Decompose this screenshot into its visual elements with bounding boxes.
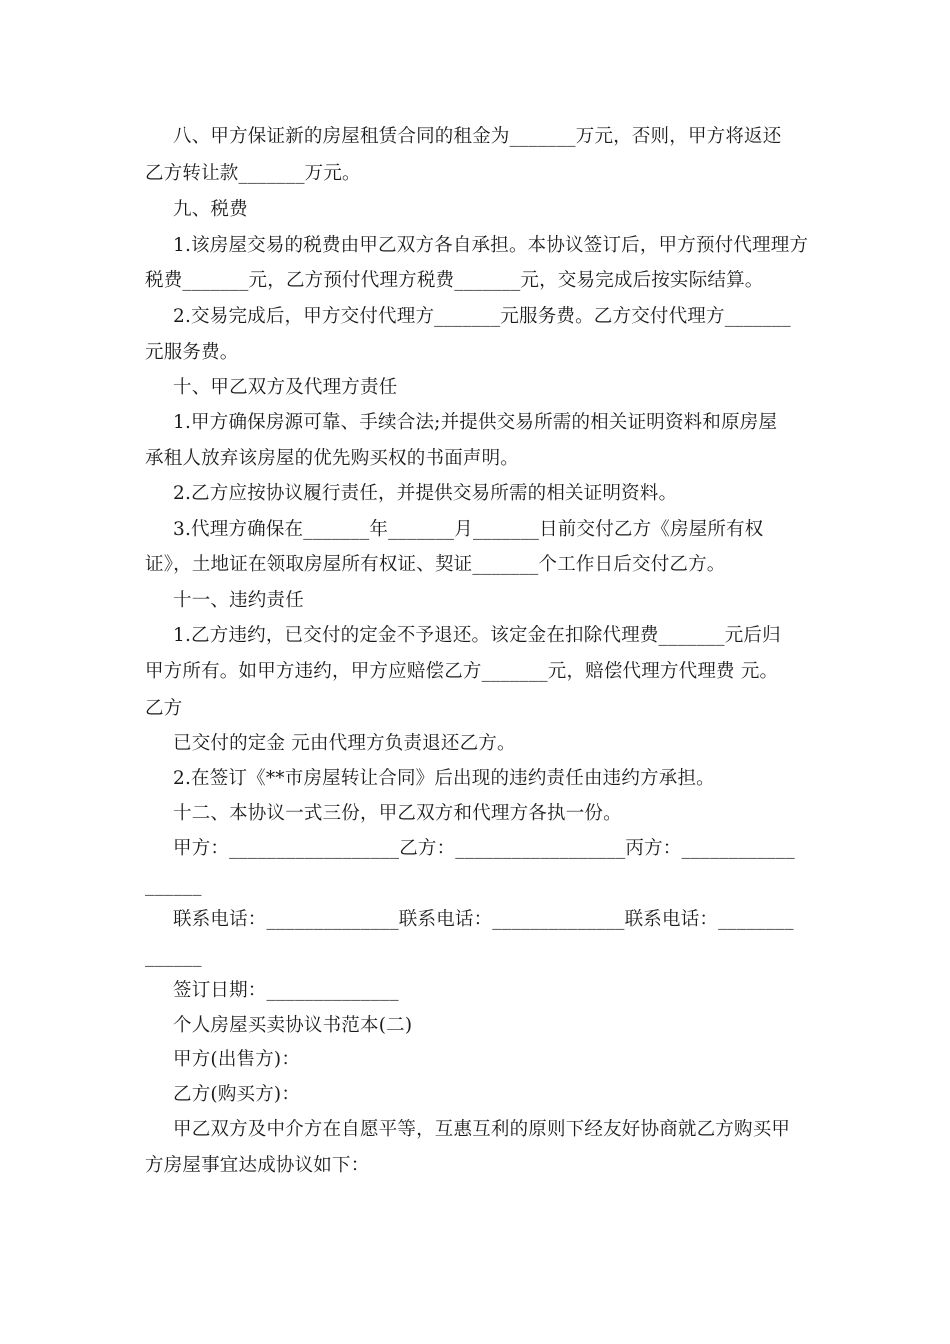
clause-9-1-line-1: 1.该房屋交易的税费由甲乙双方各自承担。本协议签订后，甲方预付代理理方 (173, 235, 809, 256)
template-2-title: 个人房屋买卖协议书范本(二) (173, 1015, 413, 1036)
section-12-heading: 十二、本协议一式三份，甲乙双方和代理方各执一份。 (173, 803, 622, 824)
clause-11-1-line-4: 已交付的定金 元由代理方负责退还乙方。 (173, 733, 516, 754)
clause-10-2: 2.乙方应按协议履行责任，并提供交易所需的相关证明资料。 (173, 483, 678, 504)
intro-paragraph-line-2: 方房屋事宜达成协议如下： (145, 1155, 370, 1176)
clause-10-3-line-1: 3.代理方确保在_______年_______月_______日前交付乙方《房屋所有权 (173, 519, 764, 540)
party-signature-line: 甲方：__________________乙方：__________________丙方：____________ (173, 838, 795, 859)
section-11-heading: 十一、违约责任 (173, 590, 304, 611)
clause-8-line-1: 八、甲方保证新的房屋租赁合同的租金为_______万元，否则，甲方将返还 (173, 126, 782, 147)
clause-11-1-line-3: 乙方 (145, 698, 183, 719)
buyer-party-label: 乙方(购买方)： (173, 1084, 301, 1105)
clause-10-1-line-2: 承租人放弃该房屋的优先购买权的书面声明。 (145, 448, 520, 469)
clause-11-1-line-1: 1.乙方违约，已交付的定金不予退还。该定金在扣除代理费_______元后归 (173, 625, 781, 646)
clause-11-1-line-2: 甲方所有。如甲方违约，甲方应赔偿乙方_______元，赔偿代理方代理费 元。 (145, 661, 779, 682)
section-10-heading: 十、甲乙双方及代理方责任 (173, 377, 398, 398)
party-signature-line-continued: ______ (145, 875, 202, 896)
clause-10-3-line-2: 证》，土地证在领取房屋所有权证、契证_______个工作日后交付乙方。 (145, 554, 726, 575)
clause-9-2-line-2: 元服务费。 (145, 342, 239, 363)
clause-11-2: 2.在签订《**市房屋转让合同》后出现的违约责任由违约方承担。 (173, 768, 715, 789)
seller-party-label: 甲方(出售方)： (173, 1049, 301, 1070)
intro-paragraph-line-1: 甲乙双方及中介方在自愿平等，互惠互利的原则下经友好协商就乙方购买甲 (173, 1119, 791, 1140)
contact-phone-line: 联系电话：______________联系电话：______________联系电话：________ (173, 909, 794, 930)
section-9-heading: 九、税费 (173, 199, 248, 220)
clause-8-line-2: 乙方转让款_______万元。 (145, 163, 361, 184)
clause-9-2-line-1: 2.交易完成后，甲方交付代理方_______元服务费。乙方交付代理方_______ (173, 306, 791, 327)
contact-phone-line-continued: ______ (145, 946, 202, 967)
signing-date-line: 签订日期：______________ (173, 980, 399, 1001)
clause-10-1-line-1: 1.甲方确保房源可靠、手续合法;并提供交易所需的相关证明资料和原房屋 (173, 412, 778, 433)
clause-9-1-line-2: 税费_______元，乙方预付代理方税费_______元，交易完成后按实际结算。 (145, 270, 764, 291)
